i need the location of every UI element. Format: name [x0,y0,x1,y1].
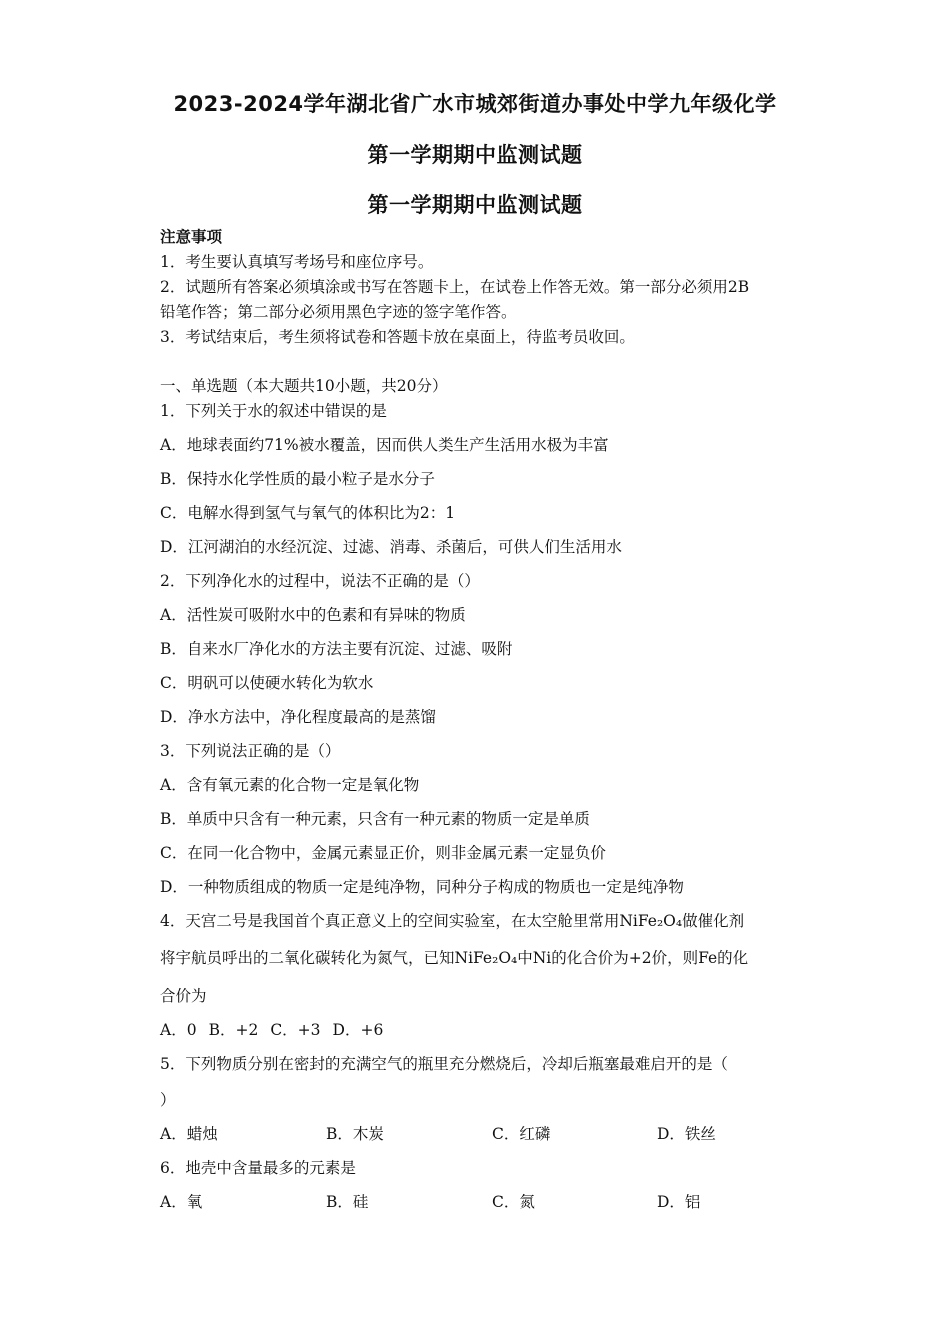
section-heading: 一、单选题（本大题共10小题，共20分） [160,377,448,395]
notice-item-continued: 铅笔作答；第二部分必须用黑色字迹的签字笔作答。 [160,303,517,321]
question-stem: 3．下列说法正确的是（） [160,742,341,760]
option-a: A．活性炭可吸附水中的色素和有异味的物质 [160,606,466,624]
question-stem-continued: 将宇航员呼出的二氧化碳转化为氮气，已知NiFe₂O₄中Ni的化合价为+2价，则Fe的化 [160,949,749,967]
option-b: B．自来水厂净化水的方法主要有沉淀、过滤、吸附 [160,640,513,658]
option-d: D．铝 [657,1193,701,1211]
page-subtitle-repeat: 第一学期期中监测试题 [367,193,583,217]
option-d: D．江河湖泊的水经沉淀、过滤、消毒、杀菌后，可供人们生活用水 [160,538,622,556]
page-subtitle: 第一学期期中监测试题 [367,143,583,167]
notice-item: 2．试题所有答案必须填涂或书写在答题卡上，在试卷上作答无效。第一部分必须用2B [160,278,750,296]
notice-item: 1．考生要认真填写考场号和座位序号。 [160,253,434,271]
question-stem: 5．下列物质分别在密封的充满空气的瓶里充分燃烧后，冷却后瓶塞最难启开的是（ [160,1055,728,1073]
option-c: C．明矾可以使硬水转化为软水 [160,674,374,692]
option-a: A．含有氧元素的化合物一定是氧化物 [160,776,420,794]
option-a: A．蜡烛 [160,1125,218,1143]
option-c: C．在同一化合物中，金属元素显正价，则非金属元素一定显负价 [160,844,606,862]
option-d: D．+6 [332,1021,384,1039]
option-c: C．红磷 [492,1125,551,1143]
question-stem: 4．天宫二号是我国首个真正意义上的空间实验室，在太空舱里常用NiFe₂O₄做催化剂 [160,912,745,930]
option-c: C．电解水得到氢气与氧气的体积比为2：1 [160,504,456,522]
option-b: B．木炭 [326,1125,384,1143]
option-b: B．+2 [208,1021,259,1039]
page-title: 2023-2024学年湖北省广水市城郊街道办事处中学九年级化学 [173,92,777,116]
notice-item: 3．考试结束后，考生须将试卷和答题卡放在桌面上，待监考员收回。 [160,328,635,346]
option-a: A．氧 [160,1193,203,1211]
option-a: A．0 [160,1021,197,1039]
question-stem: 6．地壳中含量最多的元素是 [160,1159,356,1177]
option-a: A．地球表面约71%被水覆盖，因而供人类生产生活用水极为丰富 [160,436,609,454]
notice-heading: 注意事项 [160,228,223,246]
question-stem: 2．下列净化水的过程中，说法不正确的是（） [160,572,480,590]
option-d: D．净水方法中，净化程度最高的是蒸馏 [160,708,436,726]
option-b: B．单质中只含有一种元素，只含有一种元素的物质一定是单质 [160,810,590,828]
option-c: C．+3 [270,1021,321,1039]
option-b: B．保持水化学性质的最小粒子是水分子 [160,470,435,488]
option-d: D．铁丝 [657,1125,716,1143]
option-c: C．氮 [492,1193,535,1211]
question-stem: 1．下列关于水的叙述中错误的是 [160,402,387,420]
option-b: B．硅 [326,1193,369,1211]
question-stem-continued: ） [160,1091,176,1109]
option-row [160,1020,395,1040]
question-stem-continued: 合价为 [160,987,207,1005]
option-d: D．一种物质组成的物质一定是纯净物，同种分子构成的物质也一定是纯净物 [160,878,684,896]
